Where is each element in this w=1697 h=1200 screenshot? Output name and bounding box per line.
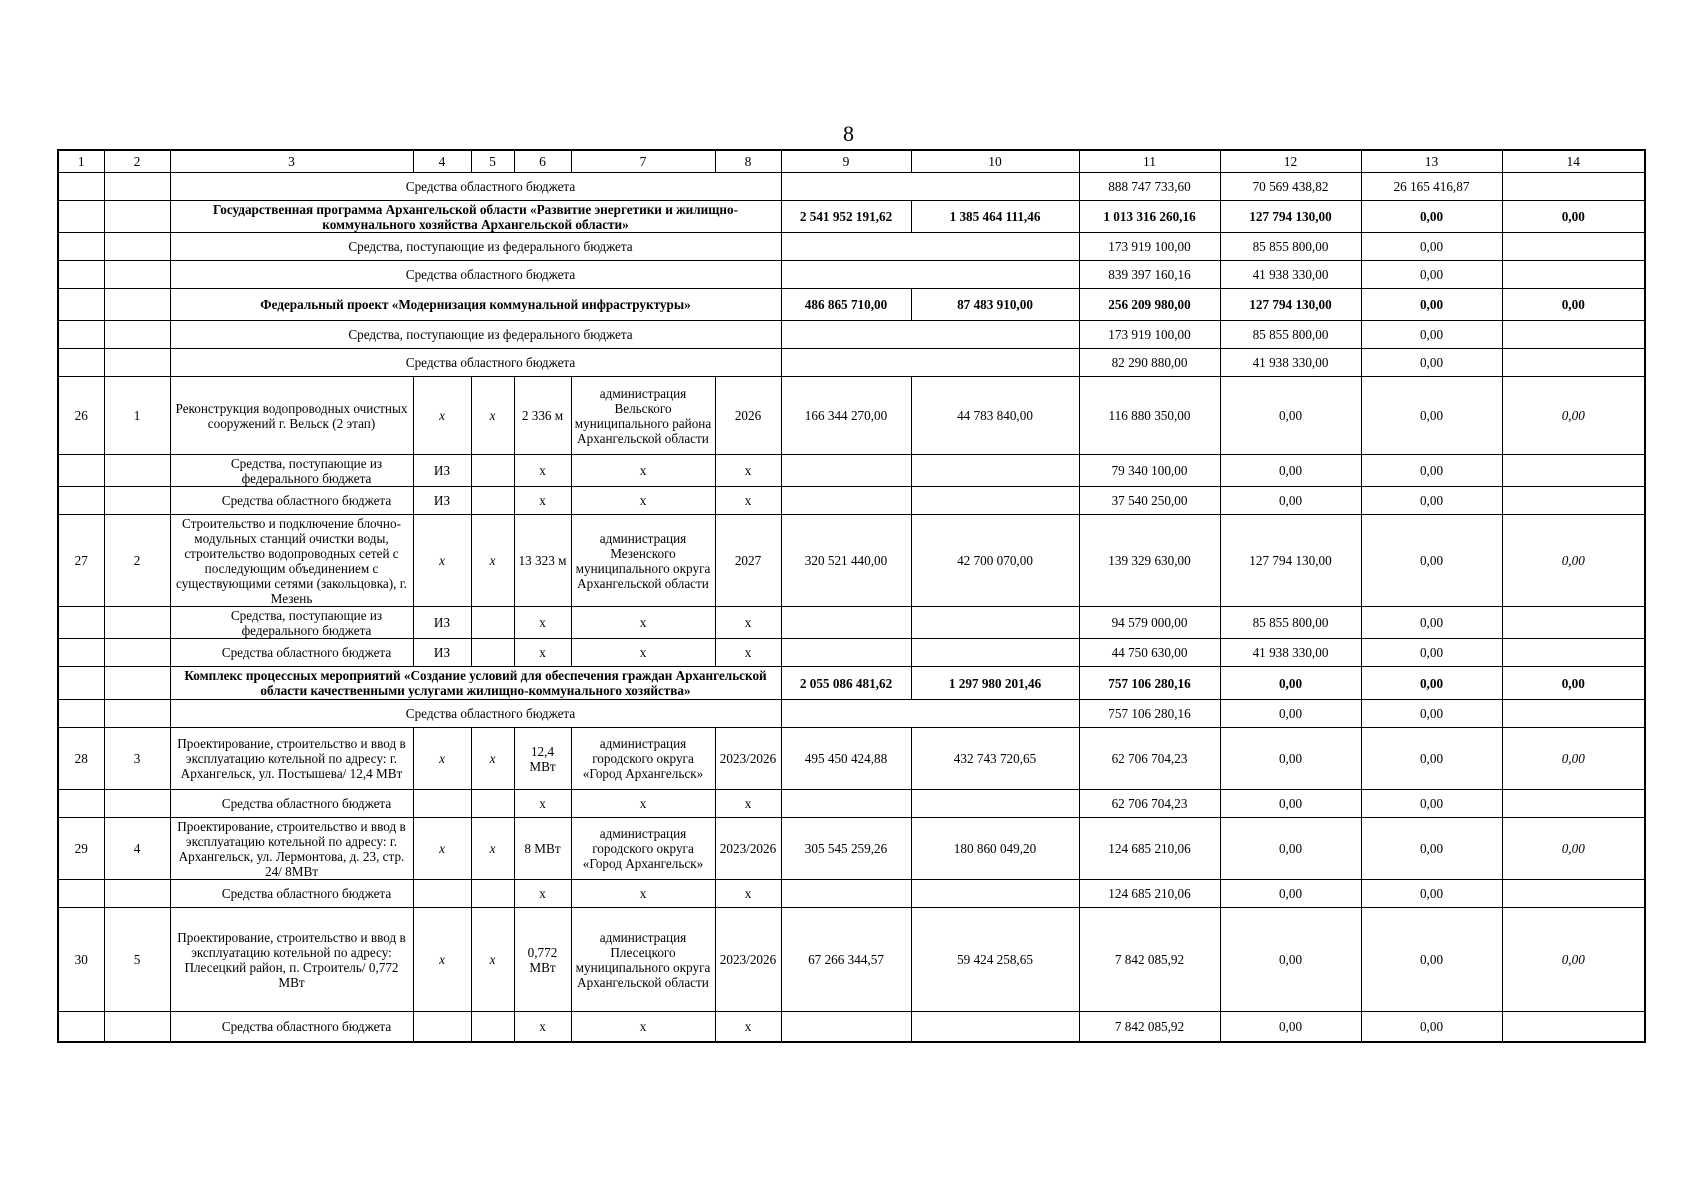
table-row-fund bbox=[58, 321, 1645, 349]
value-cell: 62 706 704,23 bbox=[1079, 728, 1220, 790]
value-cell: 0,00 bbox=[1502, 908, 1645, 1012]
section-title: Комплекс процессных мероприятий «Создание условий для обеспечения граждан Архангельской области качественными услугами жилищно-коммунального хозяйства» bbox=[170, 667, 781, 700]
row-subnumber: 3 bbox=[104, 728, 170, 790]
value-cell: 0,00 bbox=[1502, 289, 1645, 321]
value-cell: 42 700 070,00 bbox=[911, 515, 1079, 607]
table-cell bbox=[104, 173, 170, 201]
table-cell bbox=[104, 880, 170, 908]
row-subnumber: 4 bbox=[104, 818, 170, 880]
page-number: 8 bbox=[843, 121, 854, 146]
value-cell: 0,00 bbox=[1220, 880, 1361, 908]
table-cell: х bbox=[715, 880, 781, 908]
value-cell: 0,00 bbox=[1220, 728, 1361, 790]
value-cell: 888 747 733,60 bbox=[1079, 173, 1220, 201]
value-cell: 0,00 bbox=[1361, 790, 1502, 818]
table-cell: х bbox=[715, 487, 781, 515]
table-row-object bbox=[58, 728, 1645, 790]
table-row-fund bbox=[58, 173, 1645, 201]
column-header: 1 bbox=[58, 150, 104, 173]
value-cell: 0,00 bbox=[1361, 667, 1502, 700]
table-cell: x bbox=[471, 818, 514, 880]
value-cell: 70 569 438,82 bbox=[1220, 173, 1361, 201]
row-number: 27 bbox=[58, 515, 104, 607]
table-cell: х bbox=[571, 639, 715, 667]
table-row-sub bbox=[58, 639, 1645, 667]
table-row-fund bbox=[58, 349, 1645, 377]
table-cell bbox=[58, 261, 104, 289]
table-cell bbox=[104, 667, 170, 700]
table-cell bbox=[104, 790, 170, 818]
row-label: Средства областного бюджета bbox=[170, 1012, 413, 1042]
value-cell: 173 919 100,00 bbox=[1079, 321, 1220, 349]
value-cell: 0,00 bbox=[1220, 818, 1361, 880]
value-cell bbox=[1502, 233, 1645, 261]
value-cell: 44 750 630,00 bbox=[1079, 639, 1220, 667]
value-cell: 0,00 bbox=[1361, 728, 1502, 790]
table-cell bbox=[104, 289, 170, 321]
value-cell: 0,00 bbox=[1361, 201, 1502, 233]
table-cell bbox=[1502, 607, 1645, 639]
value-cell: 839 397 160,16 bbox=[1079, 261, 1220, 289]
table-row-object bbox=[58, 515, 1645, 607]
table-cell bbox=[58, 667, 104, 700]
value-cell: 0,00 bbox=[1361, 233, 1502, 261]
customer-cell: администрация Мезенского муниципального округа Архангельской области bbox=[571, 515, 715, 607]
value-cell: 166 344 270,00 bbox=[781, 377, 911, 455]
value-cell: 0,00 bbox=[1220, 908, 1361, 1012]
table-cell: х bbox=[514, 790, 571, 818]
table-cell bbox=[911, 607, 1079, 639]
value-cell: 7 842 085,92 bbox=[1079, 1012, 1220, 1042]
budget-table-body bbox=[58, 150, 1645, 1042]
period-cell: 2023/2026 bbox=[715, 818, 781, 880]
table-row-object bbox=[58, 908, 1645, 1012]
table-cell: x bbox=[413, 377, 471, 455]
period-cell: 2023/2026 bbox=[715, 728, 781, 790]
row-subnumber: 2 bbox=[104, 515, 170, 607]
value-cell: 0,00 bbox=[1220, 1012, 1361, 1042]
value-cell: 0,00 bbox=[1361, 1012, 1502, 1042]
value-cell: 757 106 280,16 bbox=[1079, 667, 1220, 700]
table-cell bbox=[911, 455, 1079, 487]
column-header: 11 bbox=[1079, 150, 1220, 173]
table-cell bbox=[911, 790, 1079, 818]
value-cell: 0,00 bbox=[1220, 455, 1361, 487]
value-cell: 256 209 980,00 bbox=[1079, 289, 1220, 321]
table-cell: ИЗ bbox=[413, 455, 471, 487]
value-cell: 0,00 bbox=[1361, 880, 1502, 908]
table-cell: x bbox=[471, 728, 514, 790]
table-row-object bbox=[58, 377, 1645, 455]
table-row-sub bbox=[58, 487, 1645, 515]
table-cell bbox=[104, 261, 170, 289]
column-header: 3 bbox=[170, 150, 413, 173]
value-cell bbox=[1502, 261, 1645, 289]
table-cell: x bbox=[413, 515, 471, 607]
table-cell bbox=[58, 487, 104, 515]
table-cell: х bbox=[571, 607, 715, 639]
table-cell bbox=[1502, 790, 1645, 818]
value-cell: 0,00 bbox=[1361, 261, 1502, 289]
value-cell: 757 106 280,16 bbox=[1079, 700, 1220, 728]
table-cell bbox=[58, 700, 104, 728]
column-header: 7 bbox=[571, 150, 715, 173]
column-header: 14 bbox=[1502, 150, 1645, 173]
value-cell: 41 938 330,00 bbox=[1220, 349, 1361, 377]
row-subnumber: 5 bbox=[104, 908, 170, 1012]
table-cell: х bbox=[514, 607, 571, 639]
row-number: 28 bbox=[58, 728, 104, 790]
value-cell: 0,00 bbox=[1361, 515, 1502, 607]
table-cell bbox=[781, 487, 911, 515]
customer-cell: администрация городского округа «Город Архангельск» bbox=[571, 728, 715, 790]
table-row-sub bbox=[58, 607, 1645, 639]
value-cell: 82 290 880,00 bbox=[1079, 349, 1220, 377]
table-cell bbox=[58, 173, 104, 201]
table-cell bbox=[104, 321, 170, 349]
value-cell bbox=[1502, 173, 1645, 201]
object-name: Проектирование, строительство и ввод в эксплуатацию котельной по адресу: г. Архангельск, ул. Лермонтова, д. 23, стр. 24/ 8МВт bbox=[170, 818, 413, 880]
capacity-cell: 2 336 м bbox=[514, 377, 571, 455]
table-row-fund bbox=[58, 233, 1645, 261]
table-row-sub bbox=[58, 1012, 1645, 1042]
value-cell: 1 013 316 260,16 bbox=[1079, 201, 1220, 233]
row-number: 30 bbox=[58, 908, 104, 1012]
period-cell: 2027 bbox=[715, 515, 781, 607]
table-cell bbox=[911, 880, 1079, 908]
table-cell: х bbox=[514, 880, 571, 908]
value-cell: 1 297 980 201,46 bbox=[911, 667, 1079, 700]
value-cell: 2 541 952 191,62 bbox=[781, 201, 911, 233]
value-cell bbox=[1502, 349, 1645, 377]
table-cell: х bbox=[514, 1012, 571, 1042]
table-cell: x bbox=[471, 908, 514, 1012]
table-cell: x bbox=[413, 728, 471, 790]
value-cell: 59 424 258,65 bbox=[911, 908, 1079, 1012]
table-cell: ИЗ bbox=[413, 639, 471, 667]
table-cell bbox=[781, 880, 911, 908]
value-cell: 2 055 086 481,62 bbox=[781, 667, 911, 700]
value-cell bbox=[1502, 321, 1645, 349]
table-cell bbox=[413, 880, 471, 908]
value-cell: 127 794 130,00 bbox=[1220, 201, 1361, 233]
table-row-section bbox=[58, 201, 1645, 233]
capacity-cell: 12,4 МВт bbox=[514, 728, 571, 790]
table-cell: x bbox=[471, 515, 514, 607]
table-cell bbox=[781, 790, 911, 818]
table-cell bbox=[104, 455, 170, 487]
table-cell bbox=[58, 455, 104, 487]
value-cell: 486 865 710,00 bbox=[781, 289, 911, 321]
customer-cell: администрация Плесецкого муниципального округа Архангельской области bbox=[571, 908, 715, 1012]
table-cell bbox=[104, 1012, 170, 1042]
row-label: Средства областного бюджета bbox=[170, 261, 781, 289]
value-cell: 67 266 344,57 bbox=[781, 908, 911, 1012]
table-cell bbox=[104, 700, 170, 728]
table-cell: х bbox=[715, 607, 781, 639]
table-cell bbox=[1502, 639, 1645, 667]
table-cell bbox=[1502, 880, 1645, 908]
table-cell: ИЗ bbox=[413, 487, 471, 515]
value-cell: 320 521 440,00 bbox=[781, 515, 911, 607]
row-number: 29 bbox=[58, 818, 104, 880]
table-cell bbox=[104, 201, 170, 233]
table-cell bbox=[413, 1012, 471, 1042]
value-cell: 0,00 bbox=[1361, 289, 1502, 321]
value-cell: 180 860 049,20 bbox=[911, 818, 1079, 880]
row-label: Средства областного бюджета bbox=[170, 639, 413, 667]
value-cell: 0,00 bbox=[1502, 818, 1645, 880]
table-cell bbox=[471, 607, 514, 639]
value-cell: 0,00 bbox=[1361, 487, 1502, 515]
value-cell: 124 685 210,06 bbox=[1079, 880, 1220, 908]
table-cell bbox=[911, 1012, 1079, 1042]
row-number: 26 bbox=[58, 377, 104, 455]
object-name: Проектирование, строительство и ввод в эксплуатацию котельной по адресу: Плесецкий район, п. Строитель/ 0,772 МВт bbox=[170, 908, 413, 1012]
value-cell: 94 579 000,00 bbox=[1079, 607, 1220, 639]
table-row-sub bbox=[58, 880, 1645, 908]
value-cell: 124 685 210,06 bbox=[1079, 818, 1220, 880]
table-cell bbox=[911, 639, 1079, 667]
customer-cell: администрация Вельского муниципального района Архангельской области bbox=[571, 377, 715, 455]
value-cell: 0,00 bbox=[1502, 201, 1645, 233]
value-cell: 0,00 bbox=[1220, 377, 1361, 455]
budget-table bbox=[57, 149, 1646, 1043]
value-cell bbox=[1502, 700, 1645, 728]
table-cell: x bbox=[413, 818, 471, 880]
period-cell: 2023/2026 bbox=[715, 908, 781, 1012]
value-cell: 0,00 bbox=[1361, 908, 1502, 1012]
table-cell bbox=[58, 321, 104, 349]
value-cell: 0,00 bbox=[1361, 321, 1502, 349]
table-cell bbox=[58, 639, 104, 667]
column-header: 12 bbox=[1220, 150, 1361, 173]
column-header: 5 bbox=[471, 150, 514, 173]
table-row-sub bbox=[58, 790, 1645, 818]
table-cell bbox=[1502, 487, 1645, 515]
column-header: 6 bbox=[514, 150, 571, 173]
value-cell: 0,00 bbox=[1502, 728, 1645, 790]
table-cell: ИЗ bbox=[413, 607, 471, 639]
capacity-cell: 13 323 м bbox=[514, 515, 571, 607]
table-cell bbox=[471, 1012, 514, 1042]
row-label: Средства областного бюджета bbox=[170, 880, 413, 908]
table-row-section bbox=[58, 667, 1645, 700]
table-cell: х bbox=[571, 487, 715, 515]
table-cell bbox=[781, 321, 1079, 349]
value-cell: 0,00 bbox=[1361, 818, 1502, 880]
table-cell bbox=[58, 790, 104, 818]
value-cell: 0,00 bbox=[1361, 349, 1502, 377]
table-row-sub bbox=[58, 455, 1645, 487]
value-cell: 127 794 130,00 bbox=[1220, 289, 1361, 321]
table-cell: х bbox=[571, 455, 715, 487]
table-cell: x bbox=[413, 908, 471, 1012]
table-cell bbox=[104, 487, 170, 515]
table-cell bbox=[781, 700, 1079, 728]
section-title: Федеральный проект «Модернизация коммунальной инфраструктуры» bbox=[170, 289, 781, 321]
value-cell: 85 855 800,00 bbox=[1220, 607, 1361, 639]
table-cell bbox=[781, 455, 911, 487]
row-label: Средства, поступающие из федерального бюджета bbox=[170, 455, 413, 487]
table-cell bbox=[104, 233, 170, 261]
table-cell: х bbox=[514, 639, 571, 667]
table-cell bbox=[781, 1012, 911, 1042]
table-cell bbox=[471, 487, 514, 515]
section-title: Государственная программа Архангельской области «Развитие энергетики и жилищно-коммунального хозяйства Архангельской области» bbox=[170, 201, 781, 233]
table-cell bbox=[911, 487, 1079, 515]
table-cell bbox=[1502, 1012, 1645, 1042]
table-cell bbox=[781, 173, 1079, 201]
row-label: Средства, поступающие из федерального бюджета bbox=[170, 607, 413, 639]
table-cell bbox=[781, 349, 1079, 377]
value-cell: 1 385 464 111,46 bbox=[911, 201, 1079, 233]
value-cell: 0,00 bbox=[1220, 487, 1361, 515]
value-cell: 41 938 330,00 bbox=[1220, 639, 1361, 667]
table-cell bbox=[58, 201, 104, 233]
table-cell: х bbox=[715, 1012, 781, 1042]
table-cell bbox=[58, 607, 104, 639]
value-cell: 0,00 bbox=[1220, 700, 1361, 728]
value-cell: 41 938 330,00 bbox=[1220, 261, 1361, 289]
table-cell bbox=[58, 880, 104, 908]
table-cell: x bbox=[471, 377, 514, 455]
value-cell: 85 855 800,00 bbox=[1220, 233, 1361, 261]
value-cell: 0,00 bbox=[1361, 607, 1502, 639]
value-cell: 0,00 bbox=[1502, 515, 1645, 607]
value-cell: 37 540 250,00 bbox=[1079, 487, 1220, 515]
capacity-cell: 8 МВт bbox=[514, 818, 571, 880]
value-cell: 0,00 bbox=[1361, 377, 1502, 455]
table-cell: х bbox=[715, 790, 781, 818]
table-cell: х bbox=[715, 639, 781, 667]
table-cell: х bbox=[514, 487, 571, 515]
column-header: 2 bbox=[104, 150, 170, 173]
value-cell: 85 855 800,00 bbox=[1220, 321, 1361, 349]
table-row-fund bbox=[58, 261, 1645, 289]
row-label: Средства областного бюджета bbox=[170, 349, 781, 377]
row-label: Средства, поступающие из федерального бюджета bbox=[170, 233, 781, 261]
value-cell: 139 329 630,00 bbox=[1079, 515, 1220, 607]
value-cell: 127 794 130,00 bbox=[1220, 515, 1361, 607]
value-cell: 87 483 910,00 bbox=[911, 289, 1079, 321]
table-cell bbox=[781, 233, 1079, 261]
table-cell bbox=[58, 233, 104, 261]
table-row-section bbox=[58, 289, 1645, 321]
table-cell: х bbox=[514, 455, 571, 487]
column-header: 8 bbox=[715, 150, 781, 173]
table-cell bbox=[104, 639, 170, 667]
value-cell: 62 706 704,23 bbox=[1079, 790, 1220, 818]
column-header: 13 bbox=[1361, 150, 1502, 173]
row-subnumber: 1 bbox=[104, 377, 170, 455]
value-cell: 7 842 085,92 bbox=[1079, 908, 1220, 1012]
table-cell: х bbox=[571, 880, 715, 908]
table-header-row bbox=[58, 150, 1645, 173]
table-cell bbox=[781, 639, 911, 667]
object-name: Реконструкция водопроводных очистных сооружений г. Вельск (2 этап) bbox=[170, 377, 413, 455]
value-cell: 0,00 bbox=[1502, 667, 1645, 700]
row-label: Средства областного бюджета bbox=[170, 700, 781, 728]
table-cell bbox=[471, 455, 514, 487]
table-cell bbox=[471, 880, 514, 908]
object-name: Строительство и подключение блочно-модульных станций очистки воды, строительство водопроводных сетей с последующим объединением с существующими сетями (закольцовка), г. Мезень bbox=[170, 515, 413, 607]
table-cell bbox=[58, 1012, 104, 1042]
object-name: Проектирование, строительство и ввод в эксплуатацию котельной по адресу: г. Архангельск, ул. Постышева/ 12,4 МВт bbox=[170, 728, 413, 790]
row-label: Средства областного бюджета bbox=[170, 173, 781, 201]
value-cell: 0,00 bbox=[1220, 667, 1361, 700]
table-cell: х bbox=[571, 790, 715, 818]
column-header: 4 bbox=[413, 150, 471, 173]
row-label: Средства, поступающие из федерального бюджета bbox=[170, 321, 781, 349]
table-row-object bbox=[58, 818, 1645, 880]
table-row-fund bbox=[58, 700, 1645, 728]
row-label: Средства областного бюджета bbox=[170, 790, 413, 818]
value-cell: 116 880 350,00 bbox=[1079, 377, 1220, 455]
row-label: Средства областного бюджета bbox=[170, 487, 413, 515]
value-cell: 432 743 720,65 bbox=[911, 728, 1079, 790]
value-cell: 0,00 bbox=[1220, 790, 1361, 818]
table-cell bbox=[1502, 455, 1645, 487]
value-cell: 79 340 100,00 bbox=[1079, 455, 1220, 487]
capacity-cell: 0,772 МВт bbox=[514, 908, 571, 1012]
value-cell: 0,00 bbox=[1361, 700, 1502, 728]
value-cell: 26 165 416,87 bbox=[1361, 173, 1502, 201]
table-cell bbox=[471, 790, 514, 818]
table-cell bbox=[58, 289, 104, 321]
column-header: 9 bbox=[781, 150, 911, 173]
table-cell bbox=[471, 639, 514, 667]
table-cell bbox=[413, 790, 471, 818]
value-cell: 0,00 bbox=[1361, 455, 1502, 487]
table-cell: х bbox=[715, 455, 781, 487]
value-cell: 0,00 bbox=[1361, 639, 1502, 667]
value-cell: 173 919 100,00 bbox=[1079, 233, 1220, 261]
table-cell bbox=[104, 349, 170, 377]
table-cell bbox=[58, 349, 104, 377]
column-header: 10 bbox=[911, 150, 1079, 173]
table-cell bbox=[104, 607, 170, 639]
table-cell bbox=[781, 261, 1079, 289]
table-cell: х bbox=[571, 1012, 715, 1042]
value-cell: 44 783 840,00 bbox=[911, 377, 1079, 455]
value-cell: 495 450 424,88 bbox=[781, 728, 911, 790]
customer-cell: администрация городского округа «Город Архангельск» bbox=[571, 818, 715, 880]
table-cell bbox=[781, 607, 911, 639]
value-cell: 305 545 259,26 bbox=[781, 818, 911, 880]
value-cell: 0,00 bbox=[1502, 377, 1645, 455]
period-cell: 2026 bbox=[715, 377, 781, 455]
